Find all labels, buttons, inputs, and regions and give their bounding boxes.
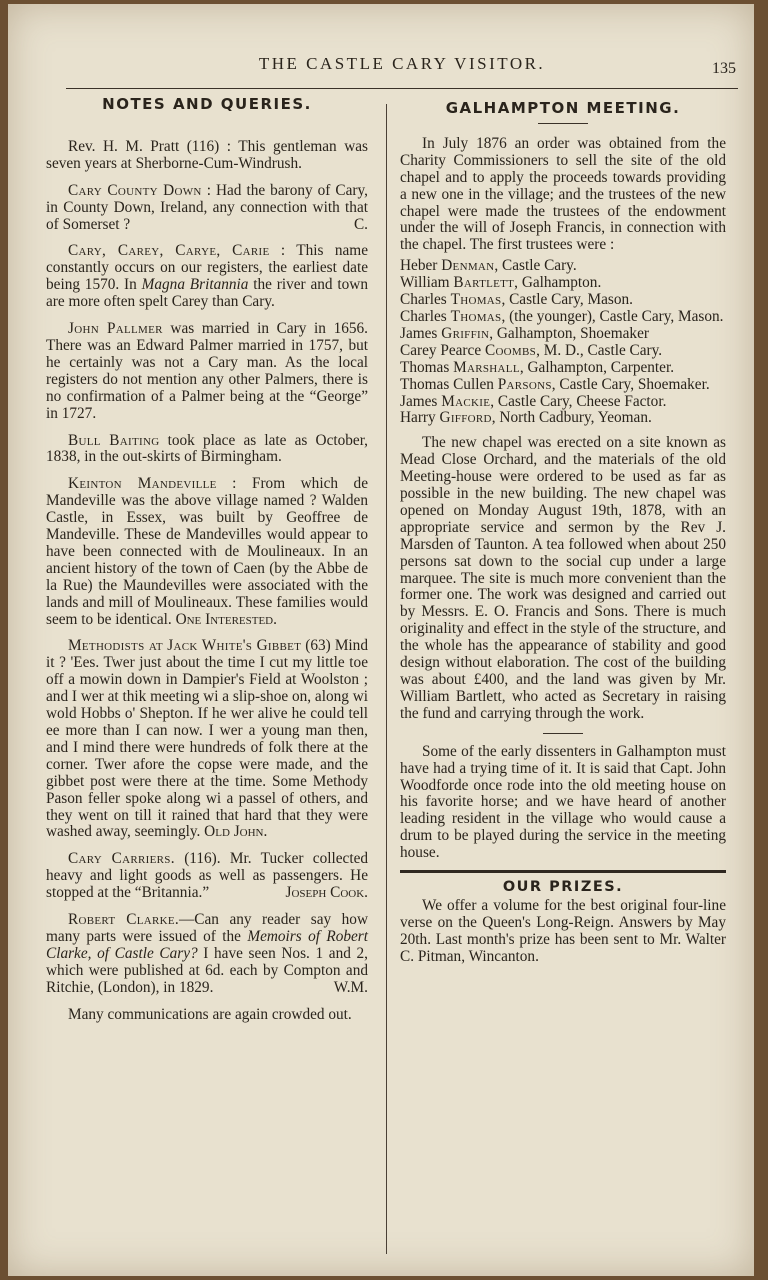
page-number: 135 (712, 60, 736, 77)
query-signature: Old John. (204, 823, 268, 841)
query-bull-baiting: Bull Baiting took place as late as October, 1838, in the out-skirts of Birmingham. (46, 431, 369, 466)
heading-rule (538, 123, 588, 124)
prizes-rule (400, 870, 726, 873)
trustee-surname: Griffin (441, 324, 490, 342)
trustee-entry: Thomas Marshall, Galhampton, Carpenter. (400, 358, 675, 376)
section-rule (543, 733, 583, 734)
query-signature: One Interested. (175, 610, 277, 628)
column-divider (386, 104, 387, 1254)
trustee-surname: Thomas (450, 291, 502, 309)
notes-and-queries-column (46, 96, 368, 1024)
trustee-surname: Parsons (497, 375, 552, 393)
query-lead: John Pallmer (68, 320, 163, 338)
trustee-surname: Coombs (484, 341, 537, 359)
query-john-pallmer: John Pallmer was married in Cary in 1656. There was an Edward Palmer married in 1757, but he certainly was not a Cary man. As the local registers do not mention any other Palmers, there is no confirmation of a Palmer being at the “George” in 1727. (46, 320, 368, 422)
galhampton-intro: In July 1876 an order was obtained from the Charity Commissioners to sell the site of the old chapel and to apply the proceeds towards providing a new one in the village; and the trustees of the new chapel were made the trustees of the endowment under the will of Joseph Francis, in connection with the chapel. The first trustees were : (400, 134, 726, 254)
query-lead: Cary, Carey, Carye, Carie (68, 242, 270, 260)
query-robert-clarke: Robert Clarke.—Can any reader say how many parts were issued of the Memoirs of Robert Clarke, of Castle Cary? I have seen Nos. 1 and 2, which were published at 6d. each by Compton and Ritchie, (London), in 1829. W.M. (46, 911, 368, 996)
galhampton-heading: GALHAMPTON MEETING. (445, 99, 681, 117)
query-lead: Methodists at Jack White's Gibbet (68, 637, 302, 655)
trustee-surname: Gifford (439, 409, 492, 427)
running-header (66, 48, 738, 89)
magazine-page (8, 4, 754, 1276)
trustee-surname: Denman (441, 257, 495, 275)
query-lead: Rev. H. M. Pratt (116) (68, 137, 220, 155)
query-lead: Bull Baiting (68, 431, 160, 449)
query-lead: Cary Carriers. (68, 850, 175, 868)
trustee-entry: Thomas Cullen Parsons, Castle Cary, Shoemaker. (400, 375, 710, 393)
trustee-list (400, 258, 726, 427)
trustee-entry: Charles Thomas, (the younger), Castle Cary, Mason. (400, 307, 724, 325)
trustee-entry: James Mackie, Castle Cary, Cheese Factor. (400, 392, 667, 410)
galhampton-dissenters: Some of the early dissenters in Galhampton must have had a trying time of it. It is said that Capt. John Woodforde once rode into the old meeting house on his favorite horse; and we have heard of another leading resident in the village who would cause a drum to be played during the service in the meeting house. (400, 742, 726, 862)
trustee-surname: Marshall (453, 358, 520, 376)
query-crowded-out: Many communications are again crowded out. (68, 1005, 352, 1023)
trustee-surname: Bartlett (453, 274, 515, 292)
trustee-surname: Mackie (441, 392, 491, 410)
query-cary-county-down: Cary County Down : Had the barony of Cary, in County Down, Ireland, any connection with that of Somerset ? C. (46, 181, 368, 233)
our-prizes-body: We offer a volume for the best original four-line verse on the Queen's Long-Reign. Answers by May 20th. Last month's prize has been sent to Mr. Walter C. Pitman, Wincanton. (400, 896, 726, 965)
query-lead: Cary County Down (68, 181, 202, 199)
trustee-entry: Heber Denman, Castle Cary. (400, 257, 577, 275)
trustee-entry: Charles Thomas, Castle Cary, Mason. (400, 291, 633, 309)
trustee-surname: Thomas (450, 307, 502, 325)
notes-and-queries-heading: NOTES AND QUERIES. (102, 95, 312, 113)
trustee-entry: Carey Pearce Coombs, M. D., Castle Cary. (400, 341, 663, 359)
query-signature: Joseph Cook. (285, 884, 368, 902)
query-cary-spellings: Cary, Carey, Carye, Carie : This name constantly occurs on our registers, the earliest date being 1570. In Magna Britannia the river and town are more often spelt Carey than Cary. (46, 242, 368, 311)
our-prizes-heading: OUR PRIZES. (502, 879, 624, 896)
query-signature: C. (353, 215, 368, 233)
galhampton-new-chapel: The new chapel was erected on a site known as Mead Close Orchard, and the materials of the old Meeting-house were ordered to be used as far as possible in the new building. The new chapel was opened on Monday August 19th, 1878, with an appropriate service and sermon by the Rev J. Marsden of Taunton. A tea followed when about 250 persons sat down to the social cup under a large marquee. The site is much more convenient than the former one. The work was designed and carried out by Messrs. E. O. Francis and Sons. There is much originality and effect in the style of the structure, and the whole has the appearance of stability and good design without elaboration. The cost of the building was about £400, and the land was given by Mr. William Bartlett, who acted as Secretary in raising the fund and carrying through the work. (400, 434, 726, 722)
trustee-entry: Harry Gifford, North Cadbury, Yeoman. (400, 409, 652, 427)
trustee-entry: William Bartlett, Galhampton. (400, 274, 602, 292)
query-signature: W.M. (333, 978, 368, 996)
query-lead: Robert Clarke. (68, 911, 179, 929)
query-cary-carriers: Cary Carriers. (116). Mr. Tucker collected heavy and light goods as well as passengers. He stopped at the “Britannia.” Joseph Cook. (46, 850, 369, 902)
galhampton-column (400, 96, 726, 966)
query-lead: Keinton Mandeville (68, 475, 217, 493)
running-title: THE CASTLE CARY VISITOR. (258, 54, 546, 73)
query-methodists-gibbet: Methodists at Jack White's Gibbet (63) Mind it ? 'Ees. Twer just about the time I cut my little toe off a mowin down in Dampier's Field at Woolston ; and I wer at thik meeting wi a slip-shoe on, along wi wold Hobbs o' Shepton. If he wer alive he could tell ee more than I can now. I wer a young man then, and I mind there were hundreds of folk there at the corner. Twer afore the copse were made, and the gibbet post were there at the time. Some Methody Pason feller spoke along wi a passel of others, and they went on till it rained that hard that they were washed away, seemingly. Old John. (46, 637, 369, 841)
trustee-entry: James Griffin, Galhampton, Shoemaker (400, 324, 649, 342)
query-pratt: Rev. H. M. Pratt (116) : This gentleman was seven years at Sherborne-Cum-Windrush. (46, 137, 368, 172)
query-keinton-mandeville: Keinton Mandeville : From which de Mandeville was the above village named ? Walden Castle, in Essex, was built by Geoffree de Mandeville. These de Mandevilles would appear to have been connected with de Moulineaux. In an ancient history of the town of Caen (by the Abbe de la Rue) the Maundevilles were associated with the lands and mill of Moulineaux. These families would seem to be identical. One Interested. (46, 475, 368, 628)
